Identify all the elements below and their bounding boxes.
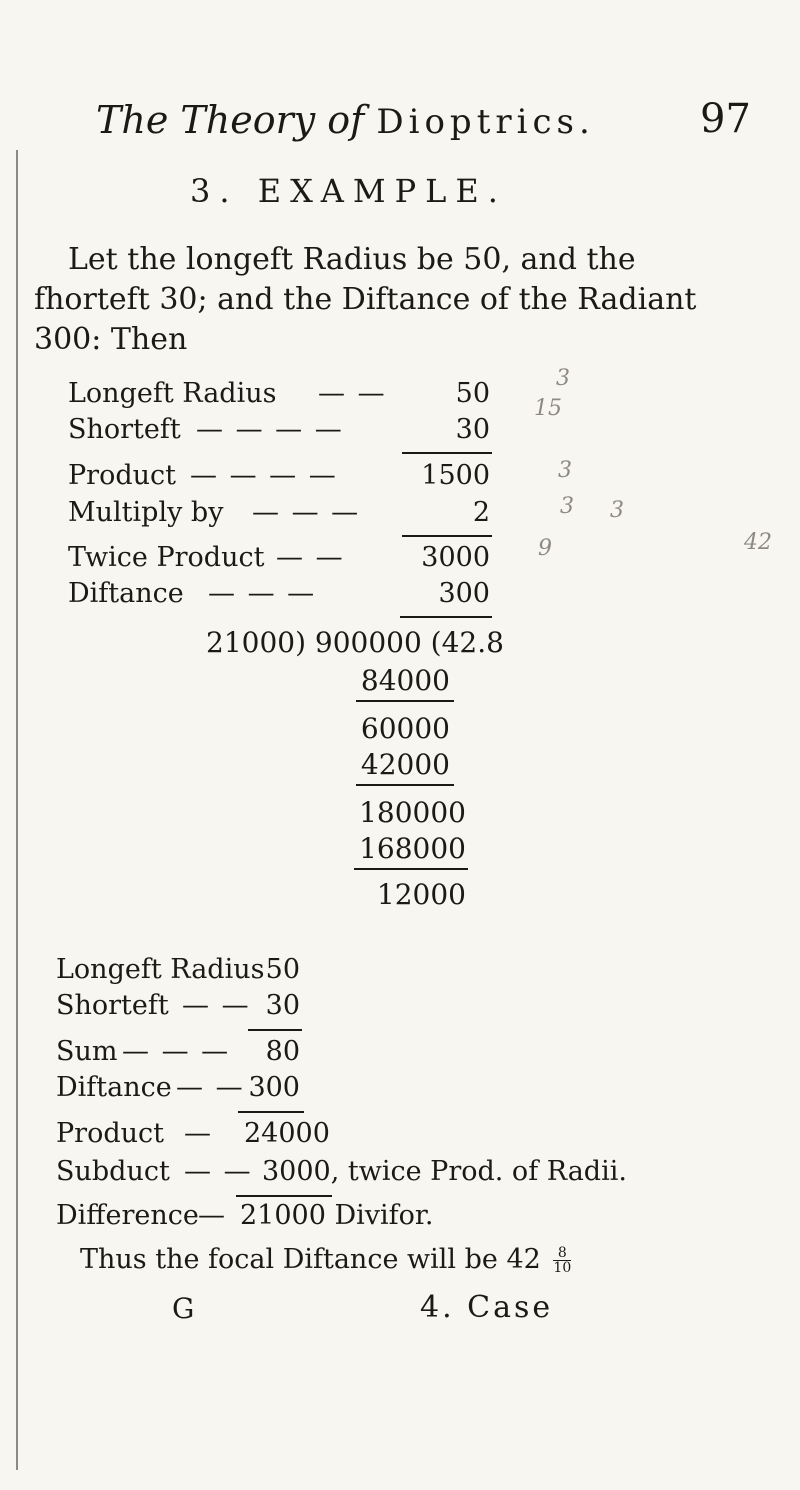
calc2-value: 50 <box>265 954 300 985</box>
calc1-value: 300 <box>438 578 490 609</box>
division-rule <box>356 700 454 702</box>
calc2-dashes: — — <box>176 1072 245 1103</box>
difference-dashes: — <box>198 1200 227 1231</box>
sum-rule <box>248 1029 302 1031</box>
calc1-dashes: — — — — <box>190 460 338 491</box>
running-header <box>96 98 595 142</box>
distance-rule <box>400 616 492 618</box>
catchword: 4. Case <box>420 1290 554 1325</box>
division-rule <box>354 868 468 870</box>
difference-value: 21000 Divifor. <box>240 1200 434 1231</box>
calc1-label: Diftance <box>68 578 184 609</box>
signature-mark: G <box>172 1292 195 1325</box>
pencil-mark: 3 <box>560 494 574 519</box>
calc2-dashes: — — <box>182 990 251 1021</box>
calc2-value: 24000 <box>244 1118 330 1149</box>
fraction-numerator: 8 <box>553 1246 571 1261</box>
calc1-dashes: — — — — <box>196 414 344 445</box>
division-step: 12000 <box>376 878 466 911</box>
conclusion-fraction <box>553 1246 571 1275</box>
calc1-value: 50 <box>455 378 490 409</box>
pencil-mark: 3 <box>556 366 570 391</box>
division-line: 21000) 900000 (42.8 <box>206 626 504 659</box>
calc1-dashes: — — <box>276 542 345 573</box>
calc2-label: Product <box>56 1118 164 1149</box>
division-step: 60000 <box>360 712 450 745</box>
calc1-label: Longeft Radius <box>68 378 277 409</box>
calc1-value: 3000 <box>421 542 490 573</box>
conclusion-text: Thus the focal Diftance will be 42 <box>80 1244 541 1275</box>
subduct-label: Subduct <box>56 1156 170 1187</box>
calc1-value: 2 <box>472 497 490 528</box>
calc1-value: 30 <box>455 414 490 445</box>
calc2-value: 30 <box>265 990 300 1021</box>
division-step: 42000 <box>360 748 450 781</box>
calc1-value: 1500 <box>421 460 490 491</box>
calc2-value: 300 <box>248 1072 300 1103</box>
calc2-label: Shorteft <box>56 990 169 1021</box>
intro-line-3: 300: Then <box>34 322 188 357</box>
calc1-label: Product <box>68 460 176 491</box>
subduct-value: 3000, twice Prod. of Radii. <box>262 1156 627 1187</box>
difference-label: Difference <box>56 1200 199 1231</box>
calc1-label: Multiply by <box>68 497 224 528</box>
calc1-label: Twice Product <box>68 542 265 573</box>
intro-line-2: fhorteft 30; and the Diftance of the Radiant <box>34 282 697 317</box>
division-rule <box>356 784 454 786</box>
division-step: 84000 <box>360 664 450 697</box>
calc2-label: Diftance <box>56 1072 172 1103</box>
page-edge-line <box>16 150 18 1470</box>
page-number: 97 <box>700 96 751 142</box>
running-title: The Theory of <box>96 98 365 142</box>
difference-rule <box>236 1195 332 1197</box>
pencil-mark: 3 <box>558 458 572 483</box>
calc1-dashes: — — — <box>208 578 317 609</box>
calc2-label: Longeft Radius <box>56 954 265 985</box>
calc2-value: 80 <box>265 1036 300 1067</box>
pencil-mark: 9 <box>538 536 552 561</box>
calc1-dashes: — — — <box>252 497 361 528</box>
calc2-label: Sum <box>56 1036 118 1067</box>
sum-rule <box>402 452 492 454</box>
intro-line-1: Let the longeft Radius be 50, and the <box>68 242 636 277</box>
calc1-dashes: — — <box>318 378 387 409</box>
calc2-dashes: — — — <box>122 1036 231 1067</box>
running-title-caps: Dioptrics. <box>376 102 595 142</box>
fraction-denominator: 10 <box>553 1260 572 1276</box>
division-step: 180000 <box>359 796 466 829</box>
pencil-mark: 3 <box>610 498 624 523</box>
pencil-mark: 42 <box>744 530 772 555</box>
calc2-dashes: — <box>184 1118 213 1149</box>
example-heading: 3. EXAMPLE. <box>190 172 507 210</box>
calc1-label: Shorteft <box>68 414 181 445</box>
division-step: 168000 <box>359 832 466 865</box>
product-rule <box>402 535 492 537</box>
pencil-mark: 15 <box>534 396 562 421</box>
subduct-dashes: — — <box>184 1156 253 1187</box>
conclusion-line <box>80 1244 571 1275</box>
product-rule <box>238 1111 304 1113</box>
